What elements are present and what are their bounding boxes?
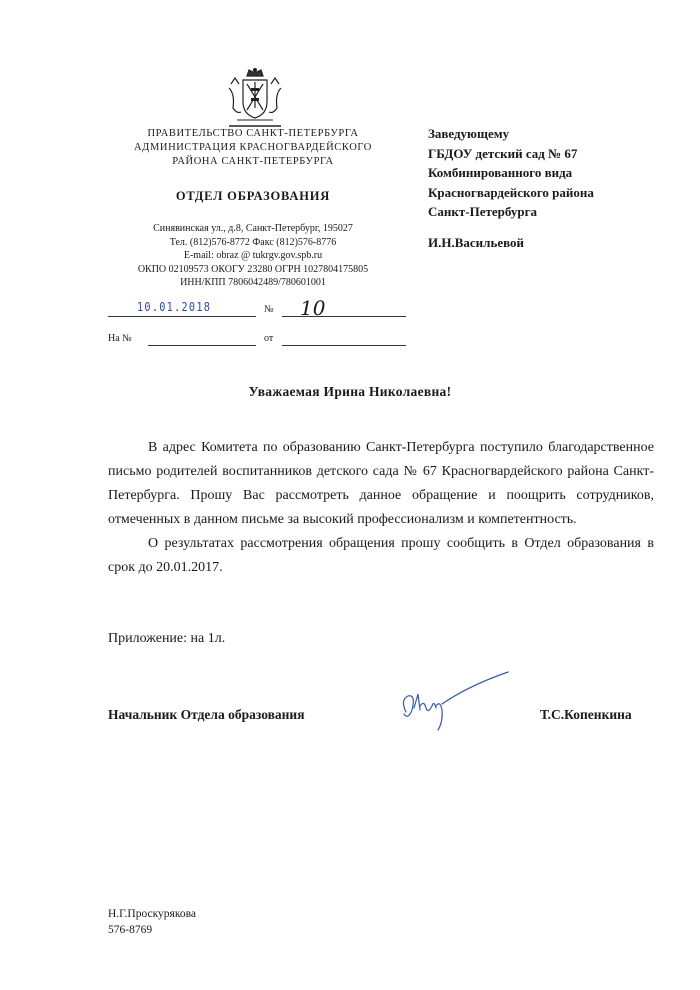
executor-info [108,906,196,938]
government-header [108,127,398,169]
handwritten-number: 10 [300,296,326,320]
signatory-role: Начальник Отдела образования [108,707,305,722]
date-underline [108,316,256,317]
number-label: № [264,304,274,315]
government-line-1: ПРАВИТЕЛЬСТВО САНКТ-ПЕТЕРБУРГА [147,128,359,139]
signatory-name: Т.С.Копенкина [540,707,632,722]
handwritten-signature [398,670,518,740]
department-name: ОТДЕЛ ОБРАЗОВАНИЯ [175,189,331,203]
sender-phone: Тел. (812)576-8772 Факс (812)576-8776 [169,236,337,248]
from-label: от [264,333,274,344]
recipient-line-1: Заведующему [428,126,510,141]
government-line-3: РАЙОНА САНКТ-ПЕТЕРБУРГА [172,156,334,167]
letter-body [108,436,654,580]
reference-underline [148,345,256,346]
sender-inn: ИНН/КПП 7806042489/780601001 [180,277,326,288]
from-underline [282,345,406,346]
recipient-name: И.Н.Васильевой [428,235,525,250]
reference-label: На № [108,333,132,344]
sender-codes: ОКПО 02109573 ОКОГУ 23280 ОГРН 1027804175805 [137,263,369,275]
attachment-note: Приложение: на 1л. [108,631,226,646]
executor-phone: 576-8769 [108,924,153,936]
coat-of-arms-icon [225,68,285,130]
recipient-block [428,124,594,222]
sender-email: E-mail: obraz @ tukrgv.gov.spb.ru [183,250,323,261]
recipient-line-3: Комбинированного вида [428,165,573,180]
sender-contacts [108,222,398,290]
government-line-2: АДМИНИСТРАЦИЯ КРАСНОГВАРДЕЙСКОГО [134,142,372,153]
body-paragraph-1: В адрес Комитета по образованию Санкт-Петербурга поступило благодарственное письмо родителей воспитанников детского сада № 67 Красногвардейского района Санкт-Петербурга. Прошу Вас рассмотреть данное обращение и поощрить сотрудников, отмеченных в данном письме за высокий профессионализм и компетентность. [108,440,654,527]
executor-name: Н.Г.Проскурякова [108,908,196,920]
recipient-line-5: Санкт-Петербурга [428,204,537,219]
salutation: Уважаемая Ирина Николаевна! [248,384,452,399]
recipient-line-4: Красногвардейского района [428,184,594,200]
sender-address: Синявинская ул., д.8, Санкт-Петербург, 195027 [153,223,353,234]
body-paragraph-2: О результатах рассмотрения обращения прошу сообщить в Отдел образования в срок до 20.01.2017. [108,536,654,575]
registration-date-stamp: 10.01.2018 [137,300,212,314]
recipient-line-2: ГБДОУ детский сад № 67 [428,145,578,161]
